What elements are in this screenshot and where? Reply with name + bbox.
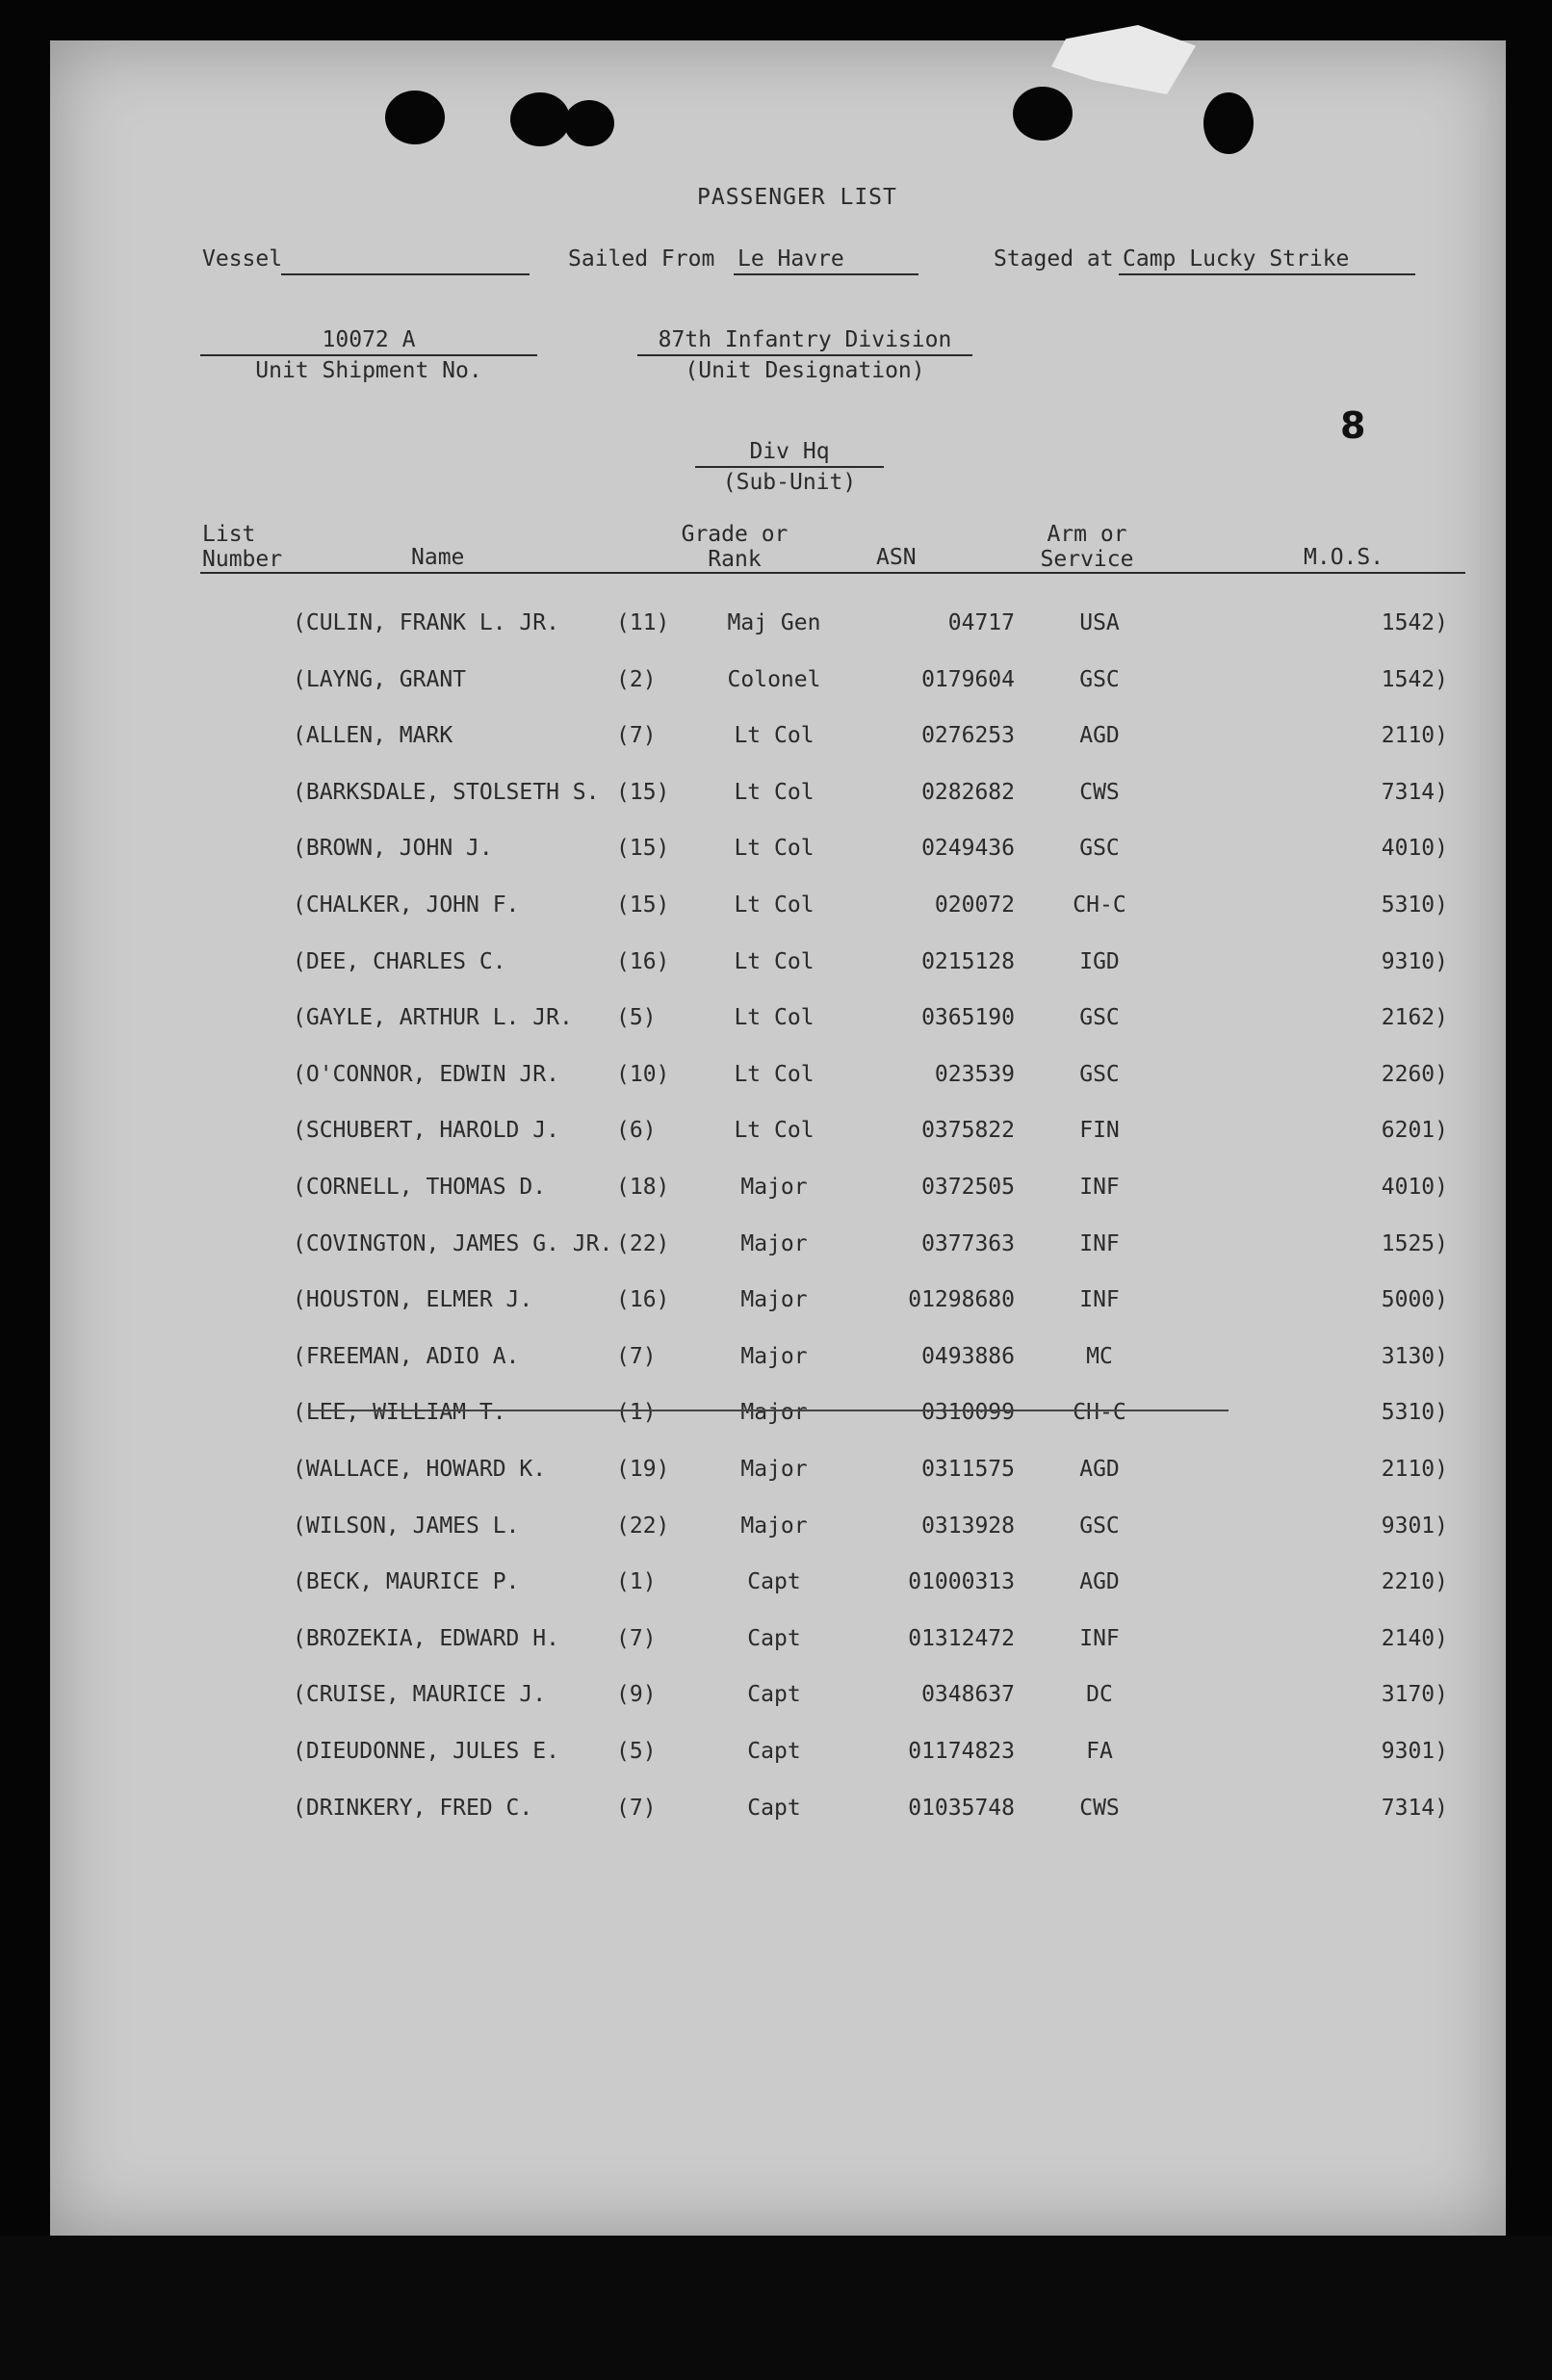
row-arm: CH-C [1073, 1400, 1126, 1426]
vessel-value [281, 246, 530, 275]
table-row [50, 836, 1506, 874]
row-rank: Major [740, 1457, 808, 1482]
row-list: (7) [616, 1343, 657, 1369]
unit-designation-block [637, 327, 972, 383]
row-rank: Maj Gen [727, 610, 821, 635]
row-rank: Major [740, 1287, 808, 1313]
row-rank: Major [740, 1175, 808, 1200]
row-mos: 7314) [1381, 779, 1448, 805]
row-asn: 01000313 [908, 1569, 1015, 1595]
strikethrough-line [308, 1410, 1229, 1411]
row-mos: 1525) [1381, 1230, 1448, 1256]
row-rank: Capt [747, 1682, 801, 1708]
table-row [50, 1513, 1506, 1552]
row-list: (22) [616, 1513, 670, 1539]
row-name: (GAYLE, ARTHUR L. JR. [293, 1005, 573, 1031]
row-arm: MC [1086, 1343, 1113, 1369]
column-header-grade-line1: Grade or [681, 522, 789, 547]
row-mos: 2110) [1381, 723, 1448, 749]
row-mos: 6201) [1381, 1118, 1448, 1144]
row-name: (LEE, WILLIAM T. [293, 1400, 506, 1426]
table-row [50, 723, 1506, 762]
row-rank: Lt Col [734, 836, 815, 862]
row-arm: IGD [1079, 948, 1120, 974]
row-arm: AGD [1079, 1457, 1120, 1482]
torn-corner [1051, 25, 1196, 94]
scan-border [0, 2236, 1552, 2380]
column-header-arm-line1: Arm or [1047, 522, 1127, 547]
staged-at-label: Staged at [994, 246, 1114, 272]
row-arm: GSC [1079, 666, 1120, 692]
row-asn: 0348637 [921, 1682, 1015, 1708]
row-list: (15) [616, 892, 670, 918]
column-header-list-number [202, 522, 282, 572]
column-header-list-line2: Number [202, 547, 283, 572]
row-arm: GSC [1079, 836, 1120, 862]
row-asn: 0249436 [921, 836, 1015, 862]
row-mos: 5310) [1381, 1400, 1448, 1426]
row-name: (LAYNG, GRANT [293, 666, 467, 692]
row-asn: 01174823 [908, 1739, 1015, 1764]
row-mos: 2210) [1381, 1569, 1448, 1595]
staged-at-value: Camp Lucky Strike [1119, 246, 1415, 275]
row-list: (15) [616, 779, 670, 805]
row-rank: Capt [747, 1739, 801, 1764]
row-asn: 0311575 [921, 1457, 1015, 1482]
row-name: (BECK, MAURICE P. [293, 1569, 520, 1595]
row-list: (5) [616, 1739, 657, 1764]
table-row [50, 1796, 1506, 1834]
row-mos: 2162) [1381, 1005, 1448, 1031]
row-rank: Major [740, 1513, 808, 1539]
row-name: (SCHUBERT, HAROLD J. [293, 1118, 559, 1144]
row-arm: CH-C [1073, 892, 1126, 918]
row-name: (CULIN, FRANK L. JR. [293, 610, 559, 635]
row-name: (ALLEN, MARK [293, 723, 453, 749]
table-row [50, 1682, 1506, 1720]
row-rank: Lt Col [734, 948, 815, 974]
row-list: (19) [616, 1457, 670, 1482]
row-arm: FA [1086, 1739, 1113, 1764]
row-list: (7) [616, 1625, 657, 1651]
row-mos: 3130) [1381, 1343, 1448, 1369]
row-name: (BROZEKIA, EDWARD H. [293, 1625, 559, 1651]
row-asn: 0276253 [921, 723, 1015, 749]
vessel-label: Vessel [202, 246, 283, 272]
unit-designation: 87th Infantry Division [637, 327, 972, 356]
row-rank: Major [740, 1230, 808, 1256]
row-rank: Lt Col [734, 1061, 815, 1087]
row-mos: 9301) [1381, 1513, 1448, 1539]
row-list: (7) [616, 1795, 657, 1821]
column-header-asn: ASN [876, 545, 917, 570]
row-name: (DRINKERY, FRED C. [293, 1795, 533, 1821]
row-asn: 0372505 [921, 1175, 1015, 1200]
row-asn: 0313928 [921, 1513, 1015, 1539]
table-row [50, 780, 1506, 818]
row-arm: FIN [1079, 1118, 1120, 1144]
column-header-name: Name [411, 545, 465, 570]
row-list: (15) [616, 836, 670, 862]
row-arm: GSC [1079, 1513, 1120, 1539]
header-rule [200, 572, 1465, 574]
table-row [50, 1400, 1506, 1438]
row-name: (BROWN, JOHN J. [293, 836, 493, 862]
row-mos: 2260) [1381, 1061, 1448, 1087]
row-name: (COVINGTON, JAMES G. JR. [293, 1230, 613, 1256]
table-row [50, 1569, 1506, 1608]
row-asn: 01312472 [908, 1625, 1015, 1651]
row-list: (1) [616, 1569, 657, 1595]
row-name: (BARKSDALE, STOLSETH S. [293, 779, 600, 805]
row-name: (FREEMAN, ADIO A. [293, 1343, 520, 1369]
column-header-arm [1024, 522, 1150, 572]
column-header-arm-line2: Service [1040, 547, 1134, 572]
row-list: (16) [616, 1287, 670, 1313]
row-list: (2) [616, 666, 657, 692]
row-rank: Capt [747, 1625, 801, 1651]
row-list: (16) [616, 948, 670, 974]
column-header-grade [672, 522, 797, 572]
row-list: (11) [616, 610, 670, 635]
row-arm: DC [1086, 1682, 1113, 1708]
row-asn: 0365190 [921, 1005, 1015, 1031]
row-name: (HOUSTON, ELMER J. [293, 1287, 533, 1313]
table-row [50, 1457, 1506, 1495]
row-asn: 0282682 [921, 779, 1015, 805]
row-list: (9) [616, 1682, 657, 1708]
row-rank: Lt Col [734, 723, 815, 749]
table-row [50, 892, 1506, 931]
row-mos: 2110) [1381, 1457, 1448, 1482]
table-row [50, 1739, 1506, 1777]
row-asn: 0377363 [921, 1230, 1015, 1256]
row-arm: INF [1079, 1230, 1120, 1256]
table-row [50, 949, 1506, 988]
row-mos: 1542) [1381, 610, 1448, 635]
table-row [50, 667, 1506, 706]
document-page [50, 40, 1506, 2236]
row-rank: Major [740, 1400, 808, 1426]
row-list: (6) [616, 1118, 657, 1144]
row-arm: USA [1079, 610, 1120, 635]
table-row [50, 1005, 1506, 1044]
table-row [50, 1344, 1506, 1383]
row-arm: CWS [1079, 1795, 1120, 1821]
unit-shipment-caption: Unit Shipment No. [255, 358, 482, 383]
row-arm: GSC [1079, 1005, 1120, 1031]
column-header-grade-line2: Rank [708, 547, 762, 572]
row-rank: Lt Col [734, 1005, 815, 1031]
unit-shipment-block [200, 327, 537, 383]
row-mos: 1542) [1381, 666, 1448, 692]
row-arm: AGD [1079, 723, 1120, 749]
row-arm: INF [1079, 1175, 1120, 1200]
punch-hole-center [564, 100, 614, 146]
row-arm: CWS [1079, 779, 1120, 805]
row-list: (22) [616, 1230, 670, 1256]
row-rank: Lt Col [734, 892, 815, 918]
row-list: (5) [616, 1005, 657, 1031]
row-asn: 0179604 [921, 666, 1015, 692]
row-asn: 023539 [934, 1061, 1015, 1087]
row-rank: Lt Col [734, 1118, 815, 1144]
row-arm: GSC [1079, 1061, 1120, 1087]
row-rank: Major [740, 1343, 808, 1369]
punch-hole-left [385, 91, 445, 144]
row-mos: 7314) [1381, 1795, 1448, 1821]
table-row [50, 1175, 1506, 1213]
table-row [50, 1231, 1506, 1270]
row-rank: Capt [747, 1795, 801, 1821]
sub-unit-caption: (Sub-Unit) [722, 470, 857, 495]
row-arm: INF [1079, 1625, 1120, 1651]
row-name: (CORNELL, THOMAS D. [293, 1175, 547, 1200]
row-list: (18) [616, 1175, 670, 1200]
row-list: (7) [616, 723, 657, 749]
row-asn: 01035748 [908, 1795, 1015, 1821]
row-mos: 9310) [1381, 948, 1448, 974]
row-asn: 020072 [934, 892, 1015, 918]
row-name: (DEE, CHARLES C. [293, 948, 506, 974]
page-title: PASSENGER LIST [697, 185, 897, 210]
sailed-from-value: Le Havre [734, 246, 918, 275]
column-header-mos: M.O.S. [1304, 545, 1384, 570]
row-asn: 0375822 [921, 1118, 1015, 1144]
sailed-from-label: Sailed From [568, 246, 715, 272]
row-name: (O'CONNOR, EDWIN JR. [293, 1061, 559, 1087]
unit-designation-caption: (Unit Designation) [685, 358, 925, 383]
punch-hole-right [1203, 92, 1254, 154]
row-name: (CRUISE, MAURICE J. [293, 1682, 547, 1708]
row-rank: Colonel [727, 666, 821, 692]
row-name: (CHALKER, JOHN F. [293, 892, 520, 918]
sub-unit-block [695, 439, 884, 495]
table-row [50, 1062, 1506, 1100]
row-asn: 04717 [947, 610, 1015, 635]
sub-unit: Div Hq [695, 439, 884, 468]
table-row [50, 610, 1506, 649]
row-list: (10) [616, 1061, 670, 1087]
row-asn: 0310099 [921, 1400, 1015, 1426]
unit-shipment-number: 10072 A [200, 327, 537, 356]
row-mos: 2140) [1381, 1625, 1448, 1651]
row-name: (WILSON, JAMES L. [293, 1513, 520, 1539]
row-arm: INF [1079, 1287, 1120, 1313]
table-row [50, 1118, 1506, 1156]
row-asn: 0215128 [921, 948, 1015, 974]
row-list: (1) [616, 1400, 657, 1426]
row-mos: 4010) [1381, 836, 1448, 862]
row-asn: 01298680 [908, 1287, 1015, 1313]
row-mos: 3170) [1381, 1682, 1448, 1708]
page-number: 8 [1340, 404, 1366, 447]
row-rank: Capt [747, 1569, 801, 1595]
row-name: (DIEUDONNE, JULES E. [293, 1739, 559, 1764]
row-rank: Lt Col [734, 779, 815, 805]
row-arm: AGD [1079, 1569, 1120, 1595]
row-name: (WALLACE, HOWARD K. [293, 1457, 547, 1482]
row-mos: 9301) [1381, 1739, 1448, 1764]
table-row [50, 1626, 1506, 1665]
row-mos: 5000) [1381, 1287, 1448, 1313]
row-mos: 5310) [1381, 892, 1448, 918]
punch-hole-center-left [510, 92, 570, 146]
row-asn: 0493886 [921, 1343, 1015, 1369]
row-mos: 4010) [1381, 1175, 1448, 1200]
column-header-list-line1: List [202, 522, 256, 547]
table-row [50, 1287, 1506, 1326]
punch-hole-center-right [1013, 87, 1073, 141]
